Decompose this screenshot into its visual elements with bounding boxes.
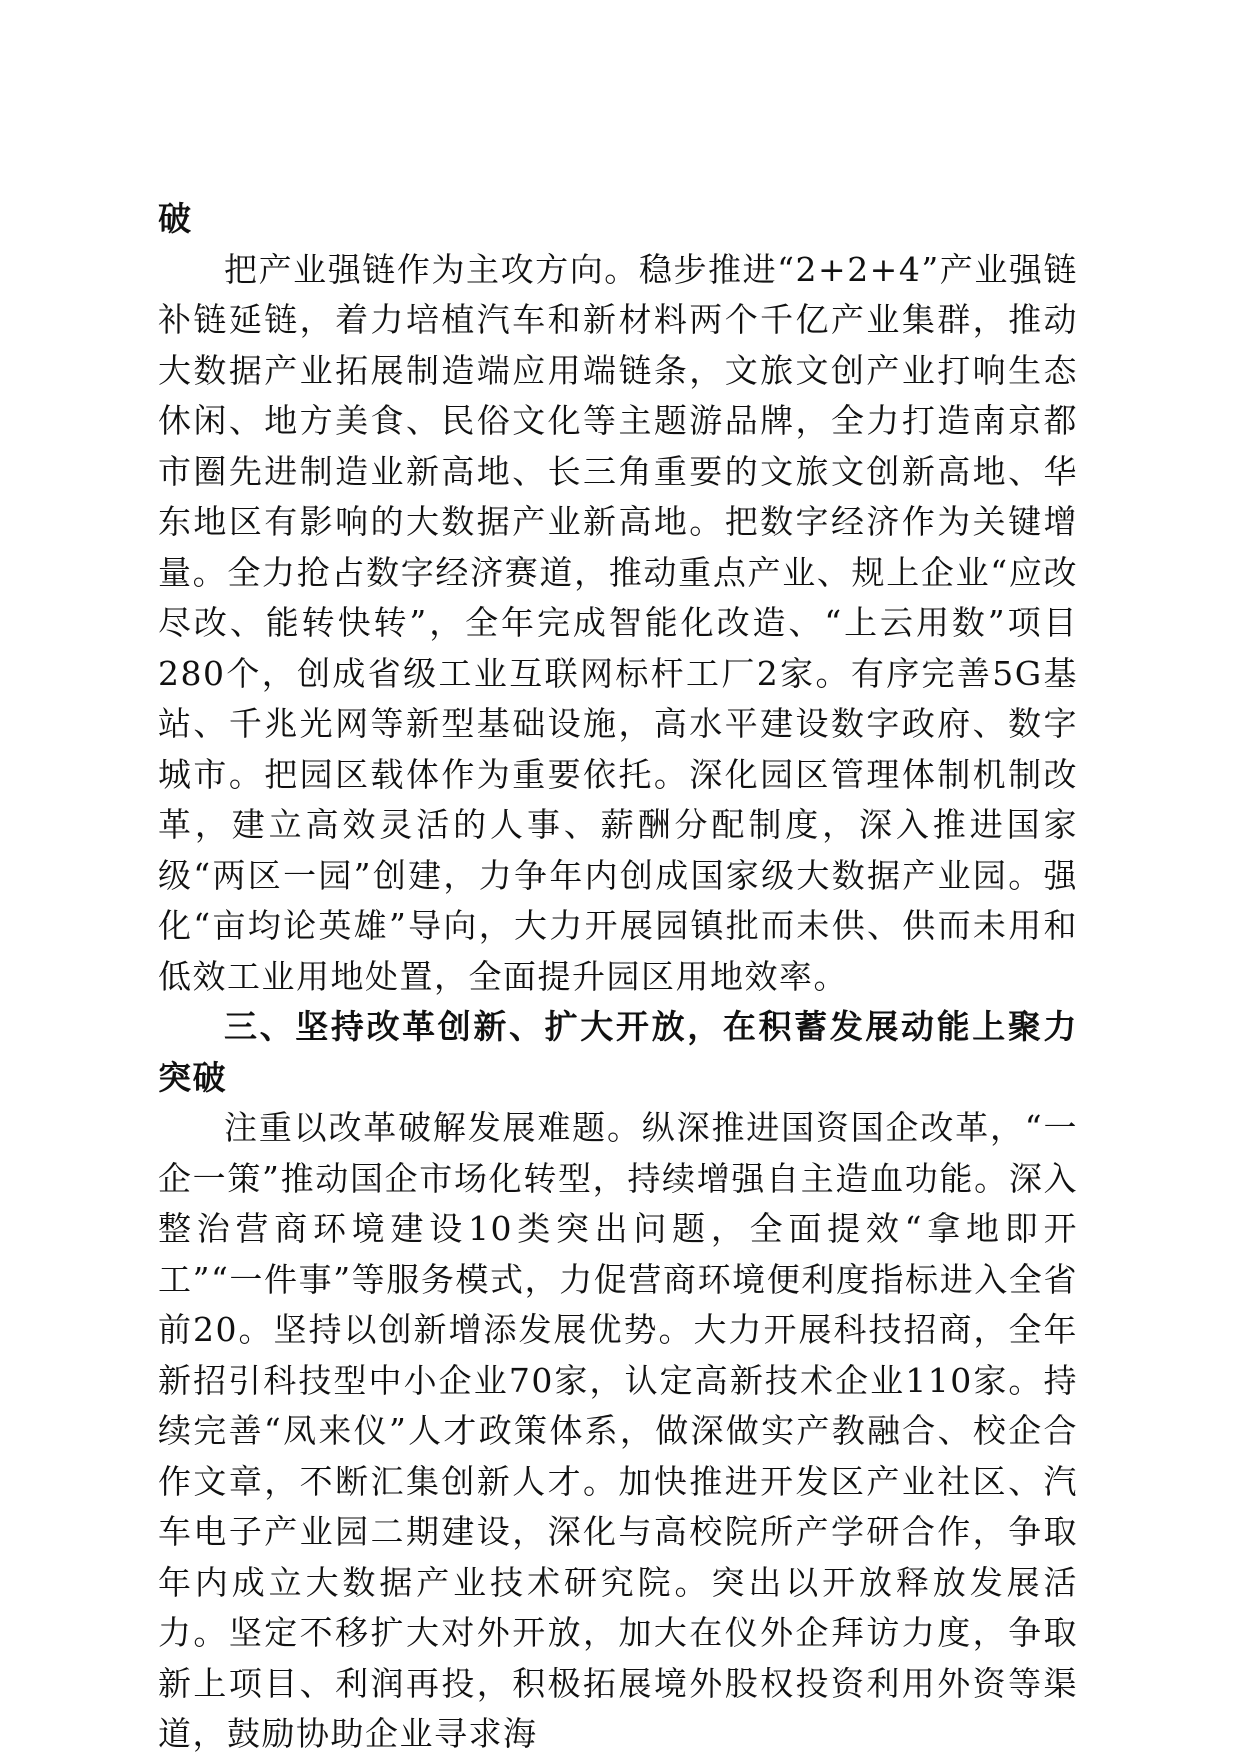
- section-heading-continuation: 破: [158, 199, 193, 238]
- body-paragraph-industry-chain: 把产业强链作为主攻方向。稳步推进“2+2+4”产业强链补链延链，着力培植汽车和新材料两个千亿产业集群，推动大数据产业拓展制造端应用端链条，文旅文创产业打响生态休闲、地方美食、民俗文化等主题游品牌，全力打造南京都市圈先进制造业新高地、长三角重要的文旅文创新高地、华东地区有影响的大数据产业新高地。把数字经济作为关键增量。全力抢占数字经济赛道，推动重点产业、规上企业“应改尽改、能转快转”，全年完成智能化改造、“上云用数”项目280个，创成省级工业互联网标杆工厂2家。有序完善5G基站、千兆光网等新型基础设施，高水平建设数字政府、数字城市。把园区载体作为重要依托。深化园区管理体制机制改革，建立高效灵活的人事、薪酬分配制度，深入推进国家级“两区一园”创建，力争年内创成国家级大数据产业园。强化“亩均论英雄”导向，大力开展园镇批而未供、供而未用和低效工业用地处置，全面提升园区用地效率。: [158, 249, 1078, 996]
- document-body: [158, 194, 1078, 1760]
- section-heading-reform-innovation: 三、坚持改革创新、扩大开放，在积蓄发展动能上聚力突破: [158, 1007, 1078, 1097]
- body-paragraph-reform: 注重以改革破解发展难题。纵深推进国资国企改革，“一企一策”推动国企市场化转型，持续增强自主造血功能。深入整治营商环境建设10类突出问题，全面提效“拿地即开工”“一件事”等服务模式，力促营商环境便利度指标进入全省前20。坚持以创新增添发展优势。大力开展科技招商，全年新招引科技型中小企业70家，认定高新技术企业110家。持续完善“凤来仪”人才政策体系，做深做实产教融合、校企合作文章，不断汇集创新人才。加快推进开发区产业社区、汽车电子产业园二期建设，深化与高校院所产学研合作，争取年内成立大数据产业技术研究院。突出以开放释放发展活力。坚定不移扩大对外开放，加大在仪外企拜访力度，争取新上项目、利润再投，积极拓展境外股权投资利用外资等渠道，鼓励协助企业寻求海: [158, 1108, 1078, 1753]
